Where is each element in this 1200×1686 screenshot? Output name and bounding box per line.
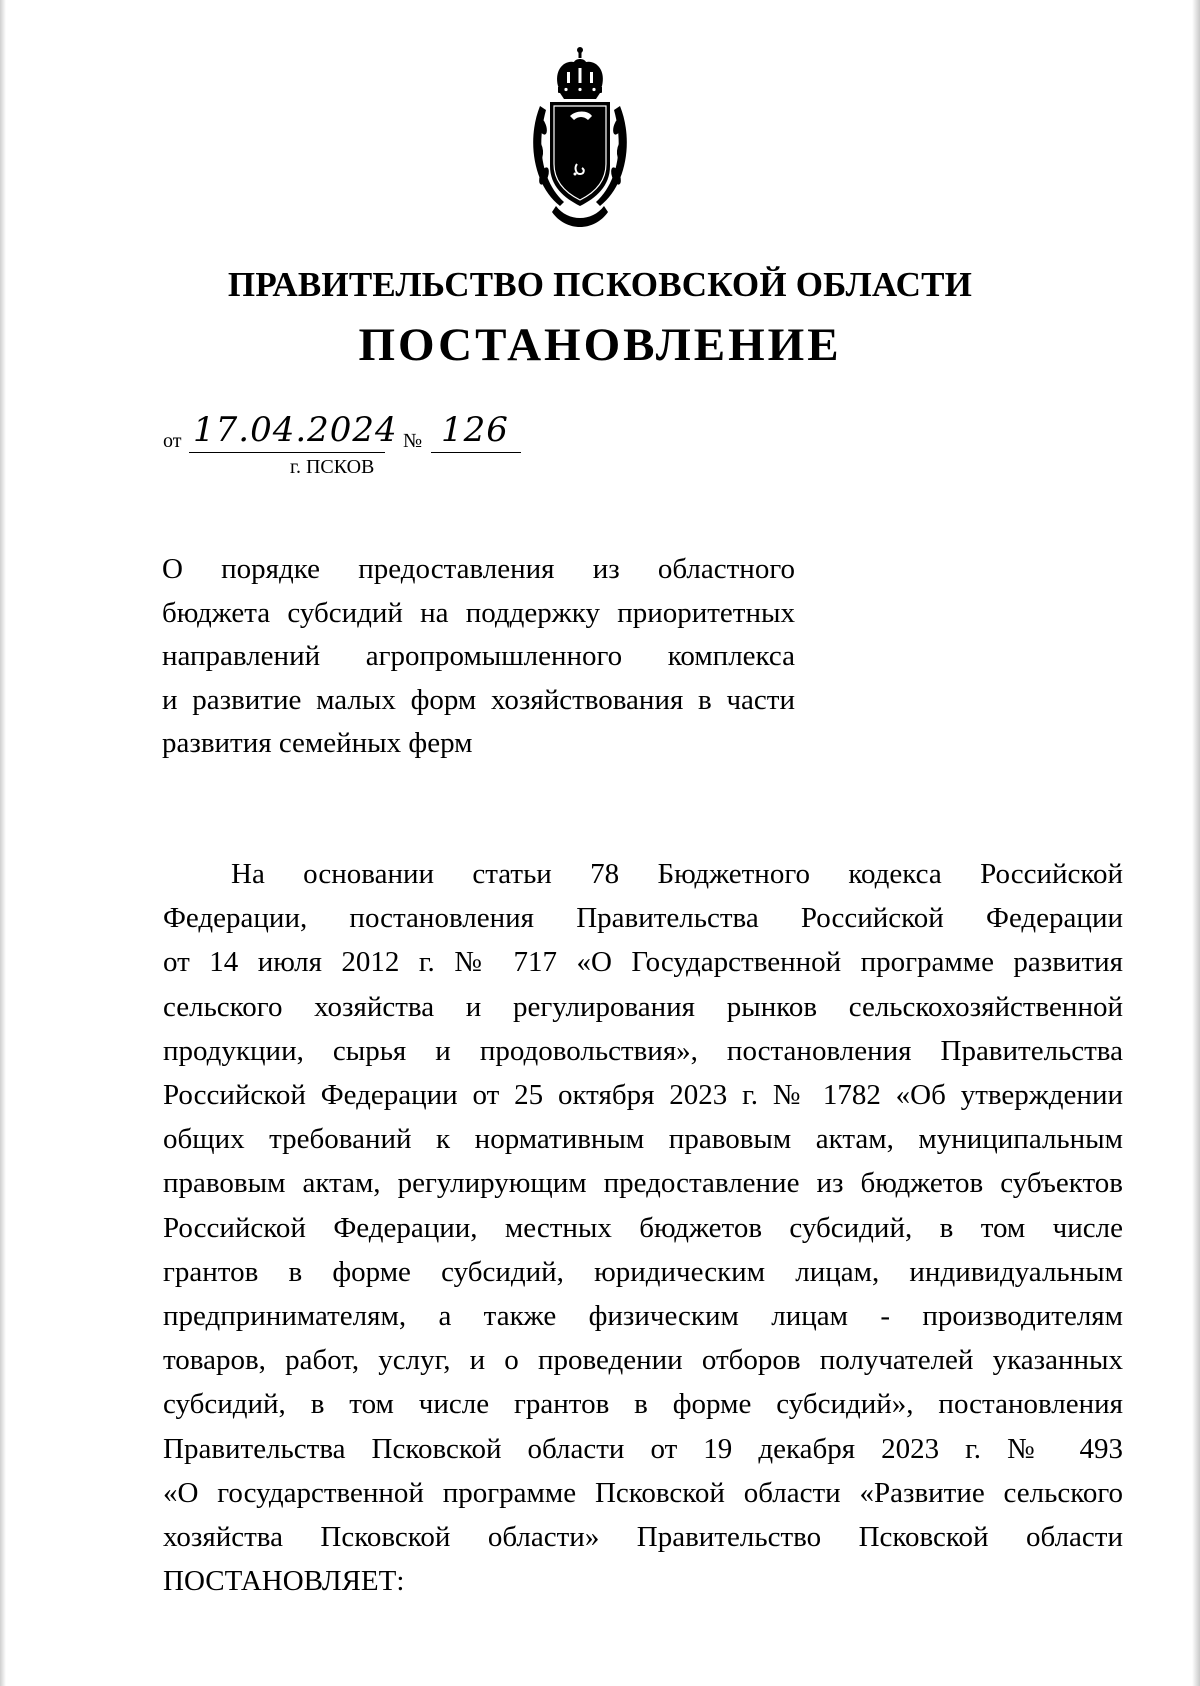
body-line: ПОСТАНОВЛЯЕТ: [163, 1565, 405, 1598]
scan-edge-left [0, 0, 6, 1686]
document-body [163, 852, 1123, 1603]
document-subject [162, 548, 795, 766]
organization-title: ПРАВИТЕЛЬСТВО ПСКОВСКОЙ ОБЛАСТИ [227, 265, 973, 304]
city-label: г. ПСКОВ [290, 456, 375, 478]
handwritten-date: 17.04.2024 [193, 410, 398, 450]
body-line: предпринимателям, а также физическим лицам - производителям [163, 1300, 1123, 1333]
document-type-title: ПОСТАНОВЛЕНИЕ [358, 319, 842, 371]
date-number-line [163, 410, 543, 456]
body-line: Правительства Псковской области от 19 декабря 2023 г. № 493 [163, 1432, 1123, 1465]
body-line: продукции, сырья и продовольствия», постановления Правительства [163, 1034, 1123, 1067]
body-line: субсидий, в том числе грантов в форме субсидий», постановления [163, 1388, 1123, 1421]
body-line: Федерации, постановления Правительства Российской Федерации [163, 902, 1123, 935]
subject-line: и развитие малых форм хозяйствования в части [162, 683, 795, 716]
body-line: На основании статьи 78 Бюджетного кодекса Российской [231, 858, 1123, 890]
body-line: общих требований к нормативным правовым актам, муниципальным [163, 1123, 1123, 1156]
date-prefix: от [163, 430, 182, 452]
number-underline [431, 452, 521, 453]
subject-line: О порядке предоставления из областного [162, 553, 795, 585]
number-prefix: № [403, 430, 423, 452]
body-line: правовым актам, регулирующим предоставление из бюджетов субъектов [163, 1167, 1123, 1200]
subject-line: развития семейных ферм [162, 727, 473, 759]
handwritten-number: 126 [441, 410, 509, 450]
body-line: хозяйства Псковской области» Правительство Псковской области [163, 1521, 1123, 1554]
body-line: «О государственной программе Псковской области «Развитие сельского [163, 1476, 1123, 1509]
body-line: грантов в форме субсидий, юридическим лицам, индивидуальным [163, 1255, 1123, 1288]
body-line: Российской Федерации от 25 октября 2023 г. № 1782 «Об утверждении [163, 1079, 1123, 1112]
subject-line: бюджета субсидий на поддержку приоритетных [162, 596, 795, 629]
body-line: товаров, работ, услуг, и о проведении отборов получателей указанных [163, 1344, 1123, 1377]
coat-of-arms-icon [530, 46, 630, 236]
scan-edge-right [1192, 0, 1200, 1686]
subject-line: направлений агропромышленного комплекса [162, 640, 795, 672]
body-line: сельского хозяйства и регулирования рынков сельскохозяйственной [163, 990, 1123, 1023]
body-line: Российской Федерации, местных бюджетов субсидий, в том числе [163, 1211, 1123, 1244]
body-line: от 14 июля 2012 г. № 717 «О Государственной программе развития [163, 946, 1123, 979]
date-underline [189, 452, 385, 453]
